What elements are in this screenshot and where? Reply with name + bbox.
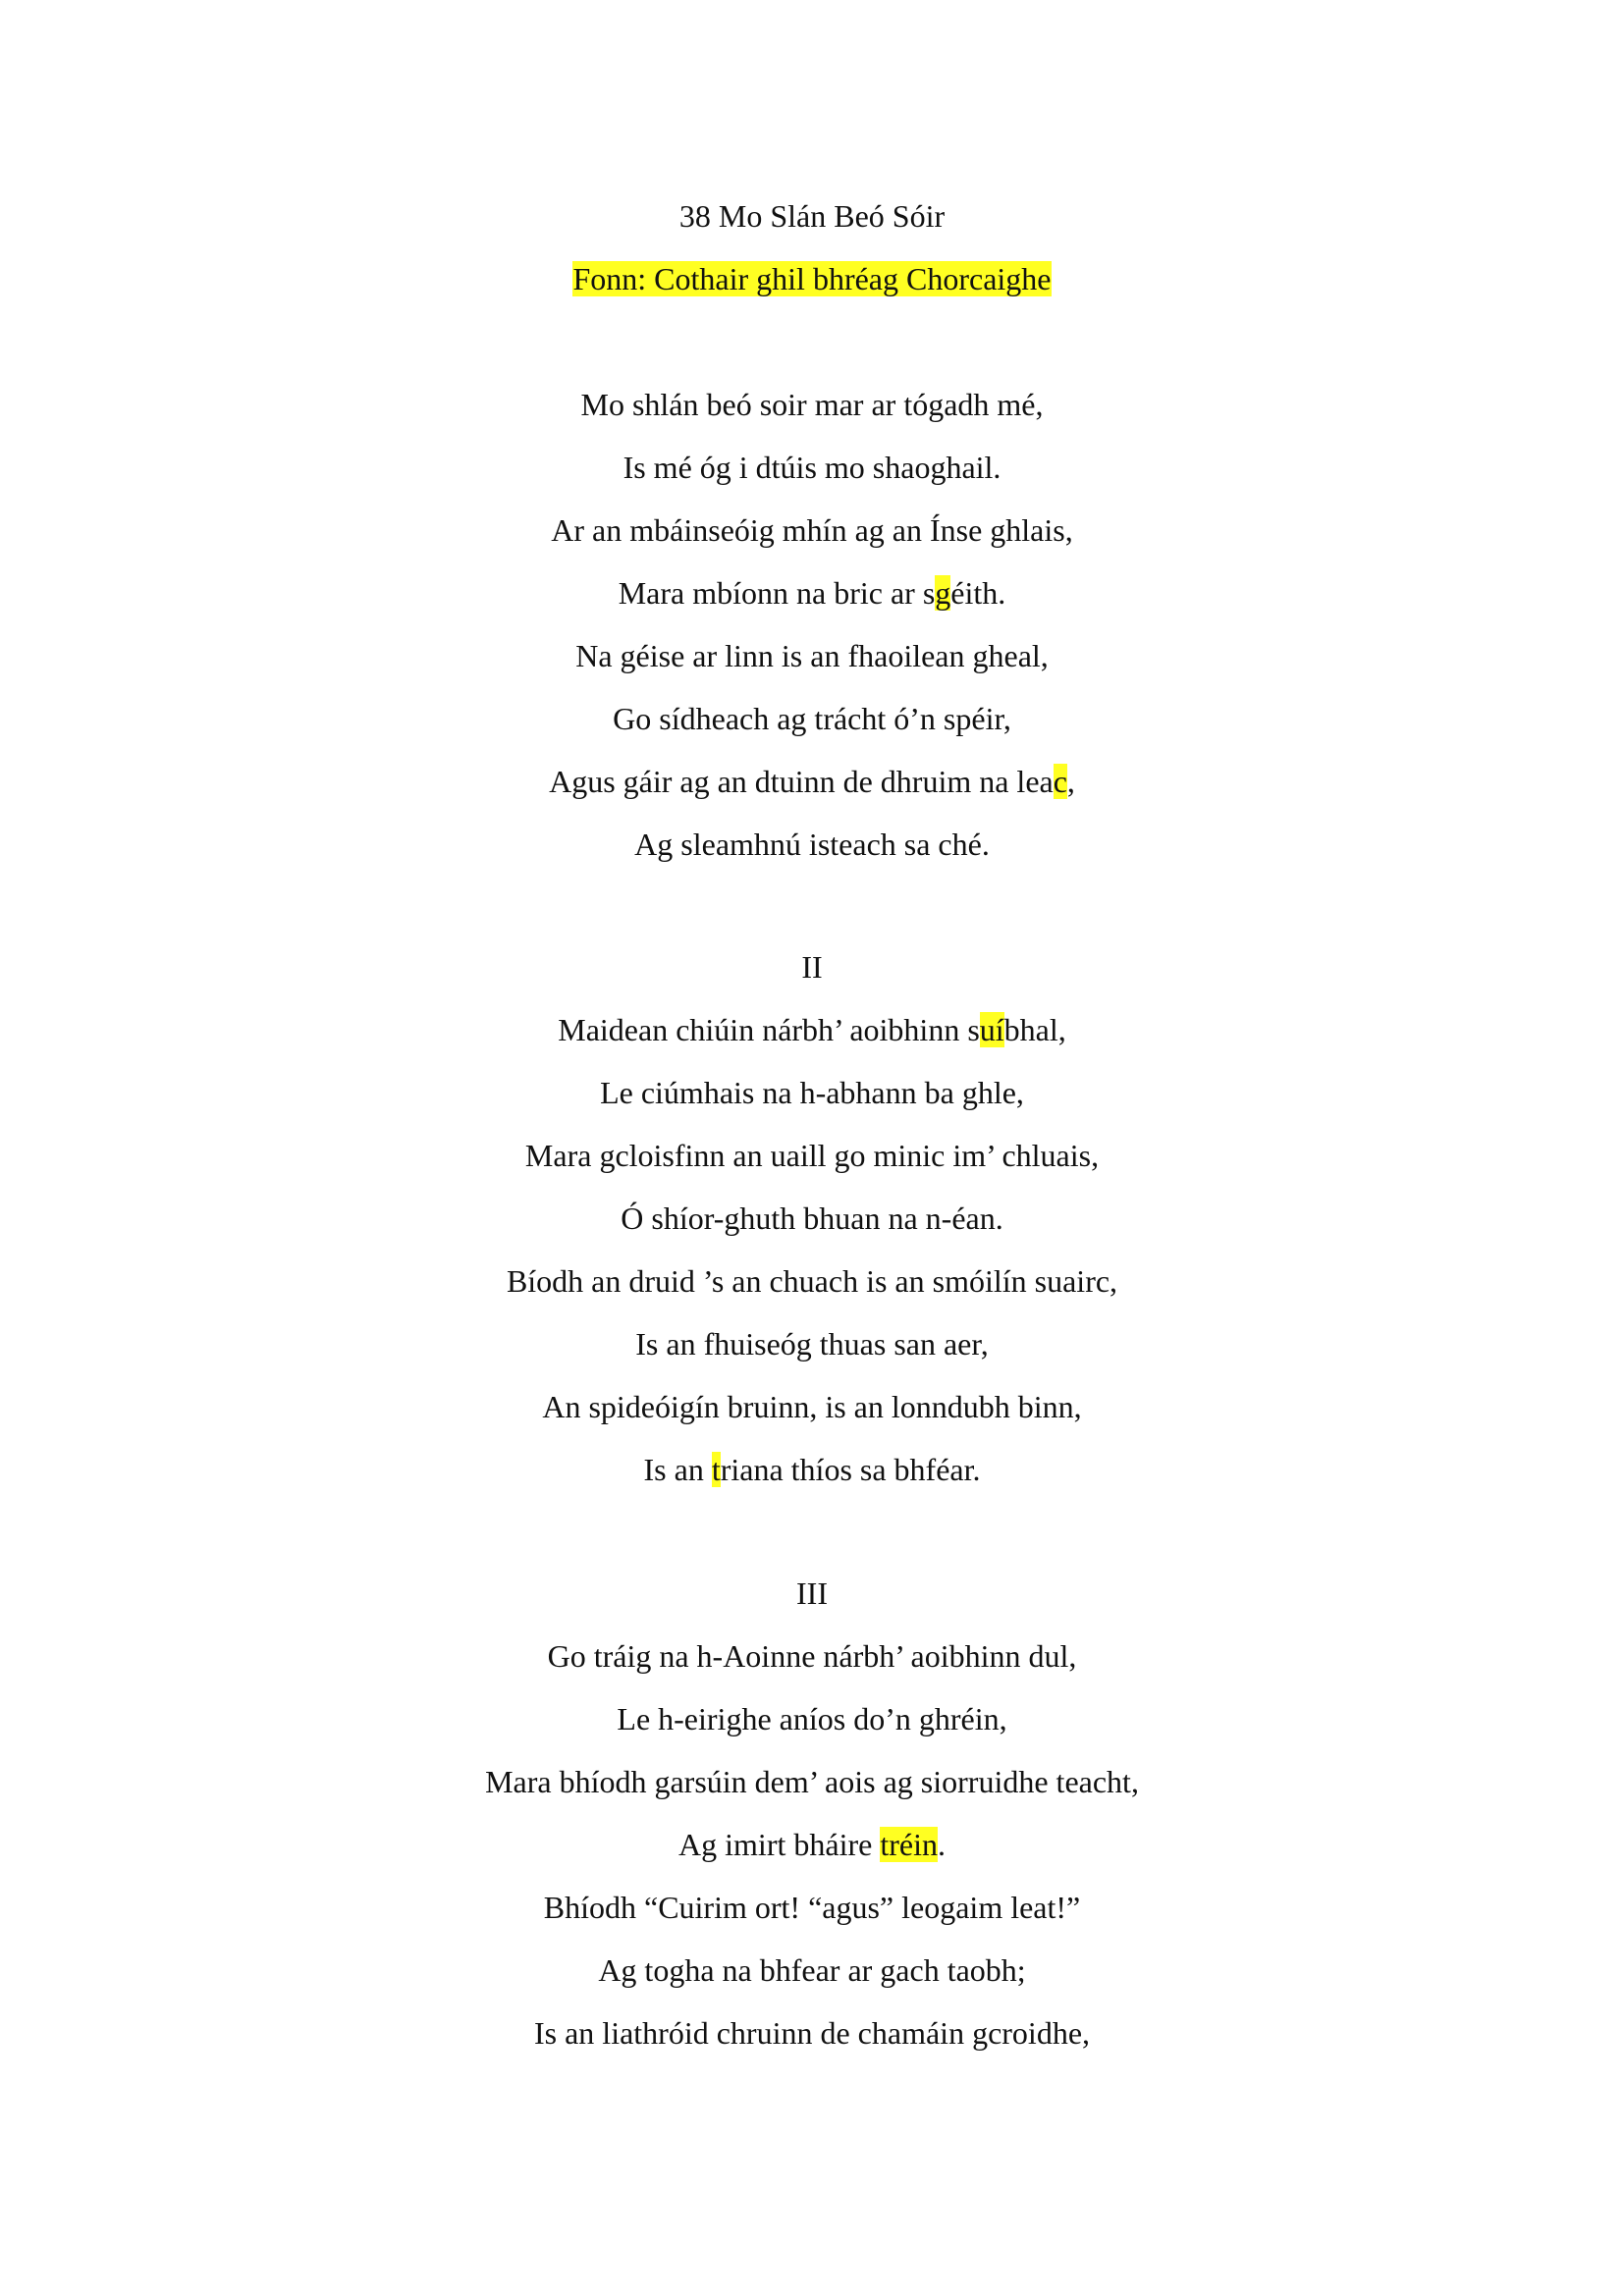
poem-line: Ag togha na bhfear ar gach taobh;	[598, 1952, 1026, 1988]
poem-line: Ag sleamhnú isteach sa ché.	[634, 827, 990, 862]
verse-numeral: III	[796, 1575, 828, 1611]
highlighted-text: c	[1053, 764, 1067, 799]
poem-line: Mo shlán beó soir mar ar tógadh mé,	[580, 387, 1044, 422]
verse-numeral: II	[801, 949, 823, 985]
tune-line	[0, 259, 1624, 298]
poem-line: Go tráig na h-Aoinne nárbh’ aoibhinn dul,	[547, 1638, 1077, 1674]
poem-line	[0, 1825, 1624, 1864]
poem-line: Is an liathróid chruinn de chamáin gcroidhe,	[533, 2015, 1091, 2051]
line-text: éith.	[950, 575, 1006, 611]
line-text: Agus gáir ag an dtuinn de dhruim na lea	[549, 764, 1054, 799]
highlighted-text: uí	[979, 1012, 1004, 1047]
poem-line: Ó shíor-ghuth bhuan na n-éan.	[621, 1201, 1003, 1236]
poem-line: Le h-eirighe aníos do’n ghréin,	[617, 1701, 1007, 1736]
poem-line	[0, 573, 1624, 613]
poem-line: Is an fhuiseóg thuas san aer,	[635, 1326, 989, 1362]
line-text: .	[937, 1827, 946, 1862]
poem-line: Bhíodh “Cuirim ort! “agus” leogaim leat!”	[543, 1890, 1081, 1925]
line-text: Maidean chiúin nárbh’ aoibhinn s	[558, 1012, 980, 1047]
poem-title: 38 Mo Slán Beó Sóir	[678, 198, 946, 234]
poem-line: Bíodh an druid ’s an chuach is an smóilín suairc,	[506, 1263, 1118, 1299]
line-text: Is an	[643, 1452, 712, 1487]
line-text: bhal,	[1003, 1012, 1066, 1047]
poem-line: An spideóigín bruinn, is an lonndubh binn,	[542, 1389, 1082, 1424]
poem-line: Na géise ar linn is an fhaoilean gheal,	[575, 638, 1049, 673]
poem-line: Mara bhíodh garsúin dem’ aois ag siorruidhe teacht,	[485, 1764, 1139, 1799]
highlighted-text: tréin	[880, 1827, 938, 1862]
tune-highlight: Fonn: Cothair ghil bhréag Chorcaighe	[572, 261, 1052, 296]
line-text: riana thíos sa bhféar.	[720, 1452, 981, 1487]
line-text: Ag imirt bháire	[678, 1827, 881, 1862]
line-text: ,	[1066, 764, 1075, 799]
poem-line: Mara gcloisfinn an uaill go minic im’ chluais,	[524, 1138, 1100, 1173]
highlighted-text: g	[935, 575, 951, 611]
line-text: Mara mbíonn na bric ar s	[618, 575, 936, 611]
poem-line	[0, 762, 1624, 801]
poem-line: Ar an mbáinseóig mhín ag an Ínse ghlais,	[551, 512, 1073, 548]
poem-line: Le ciúmhais na h-abhann ba ghle,	[600, 1075, 1024, 1110]
highlighted-text: t	[711, 1452, 721, 1487]
poem-line	[0, 1010, 1624, 1049]
poem-line: Go sídheach ag trácht ó’n spéir,	[613, 701, 1011, 736]
poem-line	[0, 1450, 1624, 1489]
poem-line: Is mé óg i dtúis mo shaoghail.	[623, 450, 1001, 485]
